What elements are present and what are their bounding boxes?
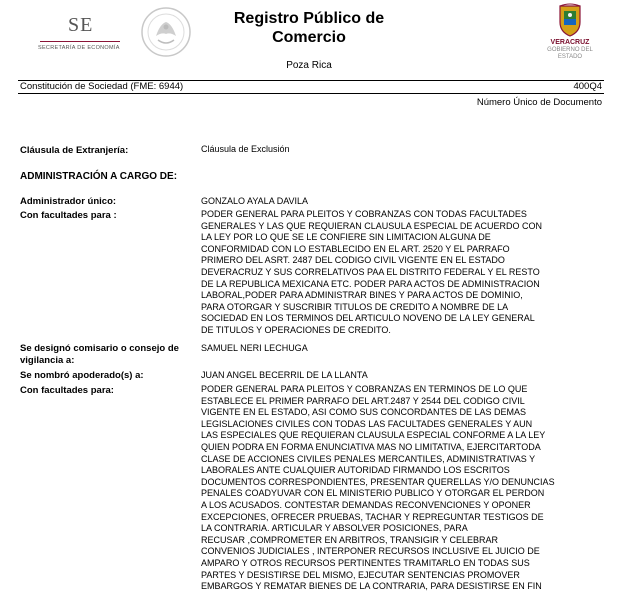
attorney-powers-line: EXCEPCIONES, OFRECER PRUEBAS, TACHAR Y REPREGUNTAR TESTIGOS DE	[201, 511, 544, 522]
attorney-value: JUAN ANGEL BECERRIL DE LA LLANTA	[201, 370, 368, 380]
attorney-label: Se nombró apoderado(s) a:	[20, 370, 144, 381]
powers-line: DEVERACRUZ Y SUS CORRELATIVOS PAA EL DISTRITO FEDERAL Y EL RESTO	[201, 266, 540, 277]
powers-line: DE LA REPUBLICA MEXICANA ETC. PODER PARA ACTOS DE ADMINISTRACION	[201, 278, 540, 289]
se-logo-subtitle: SECRETARÍA DE ECONOMÍA	[38, 45, 120, 51]
attorney-powers-line: PARTES Y DESISTIRSE DEL MISMO, EJECUTAR SENTENCIAS PROMOVER	[201, 569, 520, 580]
powers-line: SOCIEDAD EN LOS TERMINOS DEL ARTICULO NOVENO DE LA LEY GENERAL	[201, 313, 535, 324]
attorney-powers-label: Con facultades para:	[20, 385, 114, 396]
document-title: Registro Público de Comercio	[233, 10, 385, 46]
attorney-powers-line: A LOS ACUSADOS. CONTESTAR DEMANDAS RECONVENCIONES Y OPONER	[201, 499, 531, 510]
veracruz-logo	[538, 2, 602, 64]
administration-section-title: ADMINISTRACIÓN A CARGO DE:	[20, 171, 178, 182]
powers-label: Con facultades para :	[20, 210, 117, 221]
powers-line: DE TITULOS Y OPERACIONES DE CREDITO.	[201, 324, 391, 335]
attorney-powers-line: LEGISLACIONES CIVILES CON TODAS LAS FACULTADES GENERALES Y AUN	[201, 418, 533, 429]
foreign-clause-label: Cláusula de Extranjería:	[20, 145, 129, 156]
state-logo-subtitle: GOBIERNO DEL ESTADO	[547, 47, 593, 60]
commissioner-label-line: Se designó comisario o consejo de	[20, 343, 179, 354]
document-id-row	[20, 81, 604, 93]
attorney-powers-line: CONVENIOS JUDICIALES , INTERPONER RECURSOS INCLUSIVE EL JUICIO DE	[201, 546, 540, 557]
attorney-powers-line: LA CONTRARIA. ARTICULAR Y ABSOLVER POSICIONES, PARA	[201, 523, 468, 534]
attorney-powers-line: LABORALES ANTE CUALQUIER AUTORIDAD FIRMANDO LOS ESCRITOS	[201, 465, 510, 476]
powers-line: GENERALES Y LAS QUE REQUIERAN CLAUSULA ESPECIAL DE ACUERDO CON	[201, 220, 542, 231]
commissioner-label-line: vigilancia a:	[20, 355, 75, 366]
se-logo-text: SE	[68, 14, 94, 36]
powers-line: LABORAL,PODER PARA ADMINISTRAR BINES Y PARA ACTOS DE DOMINIO,	[201, 290, 523, 301]
commissioner-value: SAMUEL NERI LECHUGA	[201, 343, 308, 353]
attorney-powers-line: AMPARO Y OTROS RECURSOS PERTINENTES TRAMITARLO EN TODAS SUS	[201, 557, 530, 568]
state-logo-name: VERACRUZ	[550, 39, 590, 46]
bottom-divider	[18, 93, 604, 94]
unique-document-label: Número Único de Documento	[476, 97, 602, 108]
attorney-powers-line: VIGENTE EN EL ESTADO, ASI COMO SUS CONCORDANTES DE LAS DEMAS	[201, 407, 527, 418]
document-code: 400Q4	[573, 81, 602, 92]
powers-line: CONFORMIDAD CON LO ESTABLECIDO EN EL ART. 2520 Y EL PARRAFO	[201, 243, 510, 254]
veracruz-crest-icon	[552, 2, 588, 38]
constitution-label: Constitución de Sociedad (FME: 6944)	[20, 81, 184, 92]
attorney-powers-line: QUIEN PODRA EN FORMA ENUNCIATIVA MAS NO LIMITATIVA, EJERCITARTODA	[201, 441, 541, 452]
city-name: Poza Rica	[286, 60, 332, 71]
administrator-label: Administrador único:	[20, 196, 117, 207]
powers-line: PARA OTORGAR Y SUSCRIBIR TITULOS DE CREDITO A NOMBRE DE LA	[201, 301, 509, 312]
attorney-powers-line: DOCUMENTOS CORRESPONDIENTES, PRESENTAR QUERELLAS Y/O DENUNCIAS	[201, 476, 555, 487]
powers-line: LA LEY POR LO QUE SE LE CONFIERE SIN LIMITACION ALGUNA DE	[201, 232, 491, 243]
mexico-seal-icon	[140, 6, 192, 58]
se-logo-rule	[40, 41, 120, 42]
administrator-value: GONZALO AYALA DAVILA	[201, 196, 309, 206]
attorney-powers-line: PENALES COADYUVAR CON EL MINISTERIO PUBLICO Y OTORGAR EL PERDON	[201, 488, 545, 499]
powers-line: PODER GENERAL PARA PLEITOS Y COBRANZAS CON TODAS FACULTADES	[201, 209, 527, 219]
powers-line: PRIMERO DEL ASRT. 2487 DEL CODIGO CIVIL VIGENTE EN EL ESTADO	[201, 255, 505, 266]
secretaria-economia-logo	[38, 14, 124, 54]
powers-text	[201, 209, 599, 337]
attorney-powers-text	[201, 384, 599, 593]
attorney-powers-line: CLASE DE ACCIONES CIVILES PENALES MERCANTILES, ADMINISTRATIVAS Y	[201, 453, 536, 464]
attorney-powers-line: LAS ESPECIALES QUE REQUIERAN CLAUSULA ESPECIAL CONFORME A LA LEY	[201, 430, 546, 441]
attorney-powers-line: EMBARGOS Y REMATAR BIENES DE LA CONTRARIA, PARA DESISTIRSE EN FIN	[201, 581, 542, 592]
document-header	[0, 0, 624, 80]
foreign-clause-value: Cláusula de Exclusión	[201, 144, 290, 154]
attorney-powers-line: PODER GENERAL PARA PLEITOS Y COBRANZAS EN TERMINOS DE LO QUE	[201, 384, 528, 394]
commissioner-label	[20, 343, 179, 367]
attorney-powers-line: ESTABLECE EL PRIMER PARRAFO DEL ART.2487 Y 2544 DEL CODIGO CIVIL	[201, 395, 525, 406]
attorney-powers-line: RECUSAR ,COMPROMETER EN ARBITROS, TRANSIGIR Y CELEBRAR	[201, 534, 499, 545]
